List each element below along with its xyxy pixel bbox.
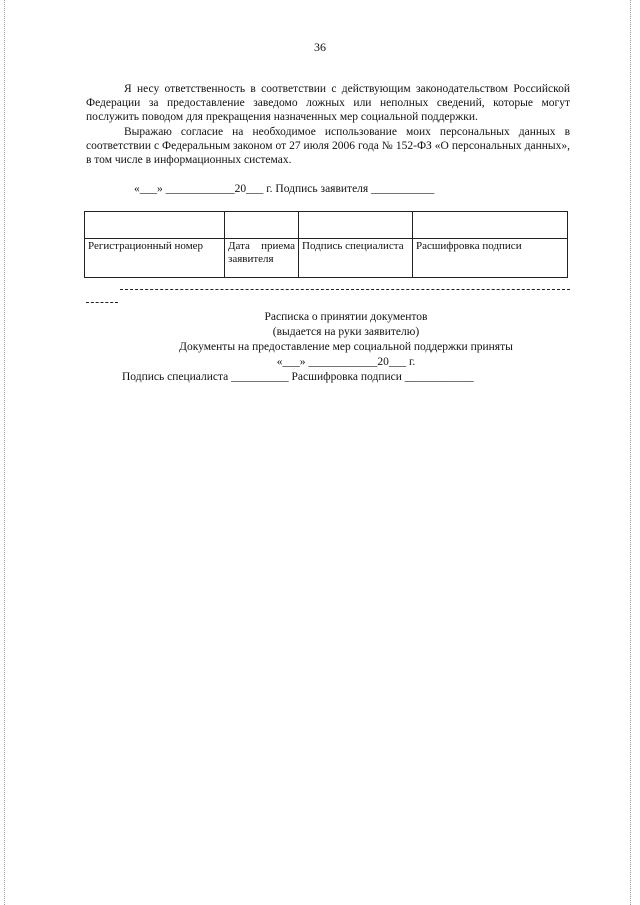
- table-cell: [413, 212, 568, 239]
- table-row-blank: [85, 212, 568, 239]
- receipt-signature-line: Подпись специалиста __________ Расшифровка подписи ____________: [122, 371, 474, 383]
- registration-table: [84, 211, 568, 278]
- header-specialist-signature: Подпись специалиста: [299, 239, 413, 278]
- consent-paragraph: Выражаю согласие на необходимое использование моих персональных данных в соответствии с Федеральным законом от 27 июля 2006 года № 152-ФЗ «О персональных данных», в том числе в информационных системах.: [86, 125, 570, 167]
- header-signature-transcript: Расшифровка подписи: [413, 239, 568, 278]
- page-number: 36: [314, 40, 326, 54]
- responsibility-paragraph: Я несу ответственность в соответствии с действующим законодательством Российской Федерации за предоставление заведомо ложных или неполных сведений, которые могут послужить поводом для прекращения назначенных мер социальной поддержки.: [86, 83, 570, 124]
- table-header-row: [85, 239, 568, 278]
- cut-line: [120, 289, 570, 290]
- header-registration-number: Регистрационный номер: [85, 239, 225, 278]
- receipt-block: [86, 310, 606, 385]
- receipt-date-line: «___» ____________20___ г.: [276, 356, 416, 368]
- receipt-statement: Документы на предоставление мер социальной поддержки приняты: [179, 341, 513, 353]
- table-cell: [299, 212, 413, 239]
- statements-block: [86, 82, 570, 167]
- left-scan-edge: [4, 0, 5, 905]
- receipt-title: Расписка о принятии документов: [264, 311, 428, 323]
- applicant-signature-line: «___» ____________20___ г. Подпись заявителя ___________: [134, 183, 435, 195]
- right-scan-edge: [630, 0, 631, 905]
- table-cell: [225, 212, 299, 239]
- table-cell: [85, 212, 225, 239]
- header-reception-date: Дата приема заявителя: [225, 239, 299, 278]
- receipt-subtitle: (выдается на руки заявителю): [272, 326, 420, 338]
- cut-line-tail: [86, 302, 118, 303]
